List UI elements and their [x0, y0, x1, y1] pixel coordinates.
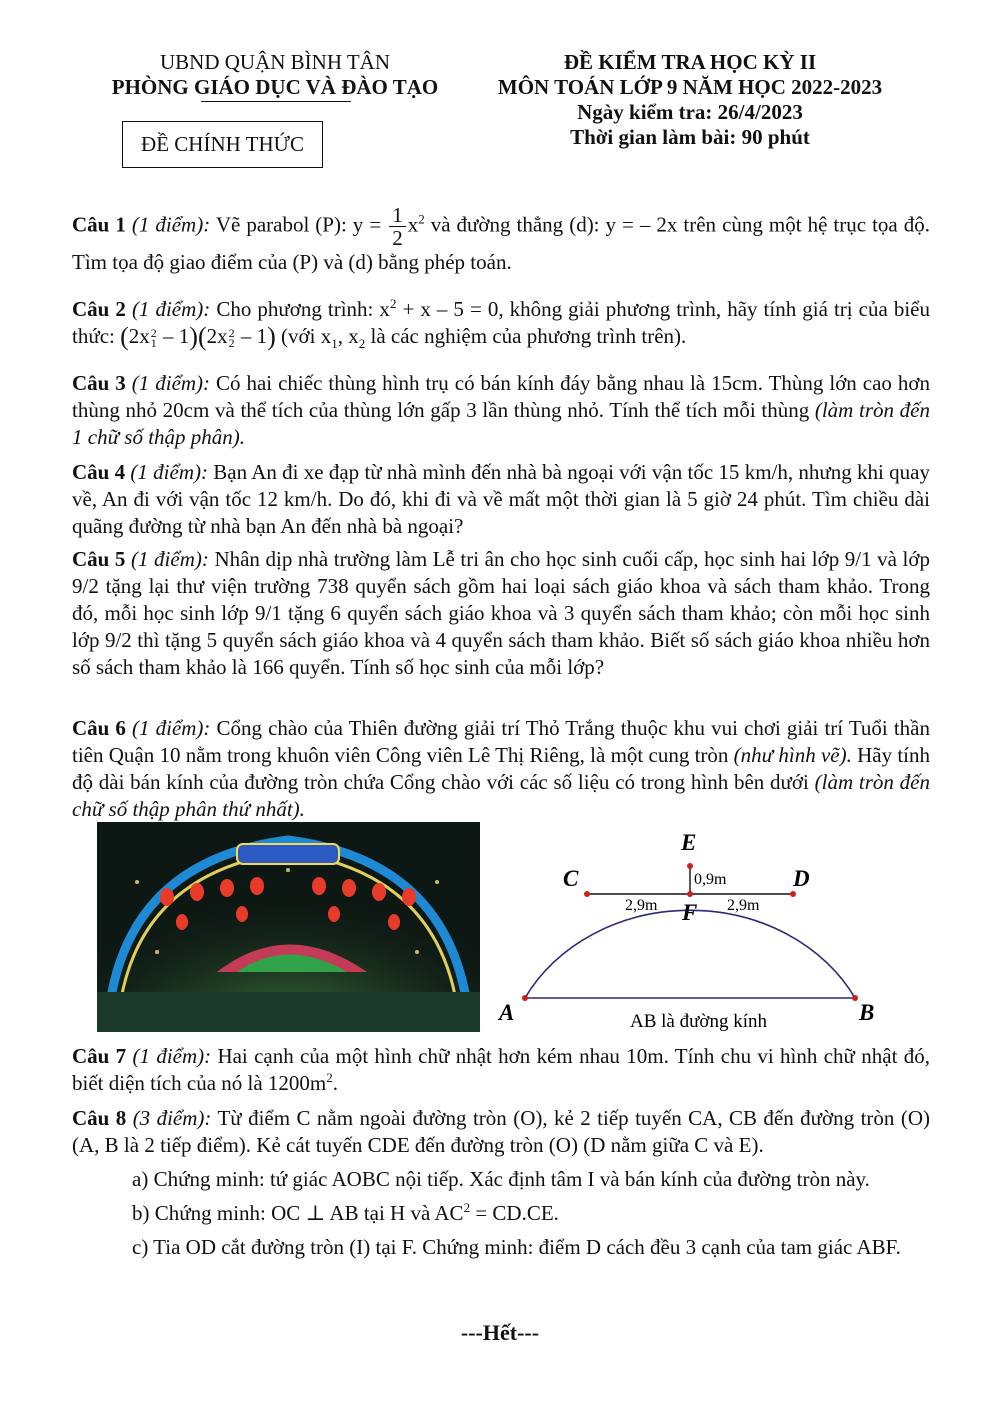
fraction-denominator: 2: [392, 226, 403, 250]
gate-photo: [97, 822, 480, 1032]
subscript: 1: [331, 336, 338, 352]
question-text: = CD.CE.: [470, 1201, 559, 1225]
exam-date: Ngày kiểm tra: 26/4/2023: [577, 100, 803, 124]
question-5: [72, 546, 930, 681]
point-c: [584, 891, 590, 897]
question-text: x: [407, 212, 419, 237]
fraction: [389, 204, 406, 249]
question-label: Câu 8: [72, 1106, 127, 1130]
label-f: F: [682, 900, 698, 925]
point-d: [790, 891, 796, 897]
question-text: Cho phương trình: x: [210, 297, 390, 321]
question-points: (1 điểm):: [130, 460, 208, 484]
gate-photo-illustration: [97, 822, 480, 1032]
point-a: [522, 995, 528, 1001]
question-text: , x: [337, 324, 359, 348]
label-d: D: [793, 866, 810, 891]
exam-title: ĐỀ KIỂM TRA HỌC KỲ II: [563, 50, 817, 74]
arc-diagram: [485, 822, 905, 1037]
question-8-part-b: [72, 1200, 930, 1227]
question-points: (1 điểm):: [131, 371, 211, 395]
end-marker: ---Hết---: [460, 1320, 540, 1345]
question-label: Câu 2: [72, 297, 126, 321]
exponent: 2: [389, 296, 397, 311]
question-text: và đường thẳng (d): y = – 2x trên cùng một hệ trục tọa độ. Tìm tọa độ giao điểm của (P) và (d) bằng phép toán.: [72, 212, 930, 274]
label-b: B: [859, 1000, 875, 1025]
question-label: Câu 3: [72, 371, 126, 395]
exponent: 2: [326, 1070, 333, 1085]
question-4: [72, 459, 930, 540]
header-right: [480, 50, 900, 150]
question-note: (làm tròn đến chữ số thập phân thứ nhất).: [72, 770, 930, 821]
question-text: Nhân dịp nhà trường làm Lễ tri ân cho học sinh cuối cấp, học sinh hai lớp 9/1 và lớp 9/2 tặng lại thư viện trường 738 quyển sách gồm hai loại sách giáo khoa và sách tham khảo. Trong đó, mỗi học sinh lớp 9/1 tặng 6 quyển sách giáo khoa và 3 quyển sách tham khảo; còn mỗi học sinh lớp 9/2 thì tặng 5 quyển sách giáo khoa và 4 quyển sách tham khảo. Biết số sách giáo khoa nhiều hơn số sách tham khảo là 166 quyển. Tính số học sinh của mỗi lớp?: [72, 547, 930, 679]
question-text: là các nghiệm của phương trình trên).: [365, 324, 687, 348]
label-cf-length: 2,9m: [625, 897, 658, 914]
exponent: 2: [418, 211, 425, 227]
question-text: (với x: [275, 324, 332, 348]
question-label: Câu 7: [72, 1044, 127, 1068]
question-points: (1 điểm):: [131, 212, 211, 237]
point-e: [687, 863, 693, 869]
fraction-numerator: 1: [389, 204, 406, 227]
question-note: (làm tròn đến 1 chữ số thập phân).: [72, 398, 930, 449]
official-exam-box: ĐỀ CHÍNH THỨC: [122, 121, 323, 168]
question-text: Vẽ parabol (P): y =: [210, 212, 388, 237]
exam-duration: Thời gian làm bài: 90 phút: [570, 125, 810, 149]
question-text: Từ điểm C nằm ngoài đường tròn (O), kẻ 2 tiếp tuyến CA, CB đến đường tròn (O) (A, B là 2 tiếp điểm). Kẻ cát tuyến CDE đến đường tròn (O) (D nằm giữa C và E).: [72, 1106, 930, 1157]
question-label: Câu 1: [72, 212, 126, 237]
question-note: (như hình vẽ).: [733, 743, 852, 767]
question-3: [72, 370, 930, 451]
label-a: A: [499, 1000, 515, 1025]
question-points: (3 điểm):: [132, 1106, 212, 1130]
header-left: [95, 50, 455, 100]
question-text: Cổng chào của Thiên đường giải trí Thỏ Trắng thuộc khu vui chơi giải trí Tuổi thần tiên Quận 10 nằm trong khuôn viên Công viên Lê Thị Riêng, là một cung tròn: [72, 716, 930, 767]
point-b: [852, 995, 858, 1001]
header-divider: [201, 101, 351, 102]
question-text: Hãy tính độ dài bán kính của đường tròn chứa Cổng chào với các số liệu có trong hình bên dưới: [72, 743, 931, 794]
question-8-intro: [72, 1105, 930, 1159]
question-label: Câu 5: [72, 547, 126, 571]
question-points: (1 điểm):: [131, 547, 209, 571]
label-fd-length: 2,9m: [727, 897, 760, 914]
question-8: [72, 1105, 930, 1261]
question-text: Hai cạnh của một hình chữ nhật hơn kém nhau 10m. Tính chu vi hình chữ nhật đó, biết diện tích của nó là 1200m: [72, 1044, 930, 1095]
question-1: [72, 204, 930, 276]
point-f: [687, 891, 693, 897]
question-6: [72, 715, 930, 823]
question-text: + x – 5 = 0, không giải phương trình, hãy tính giá trị của biểu thức:: [72, 297, 930, 348]
label-e: E: [681, 830, 697, 855]
question-points: (1 điểm):: [132, 1044, 212, 1068]
label-ef-length: 0,9m: [694, 871, 727, 888]
question-points: (1 điểm):: [132, 716, 211, 740]
question-points: (1 điểm):: [131, 297, 211, 321]
question-label: Câu 4: [72, 460, 126, 484]
question-text: Bạn An đi xe đạp từ nhà mình đến nhà bà ngoại với vận tốc 15 km/h, nhưng khi quay về, An đi với vận tốc 12 km/h. Do đó, khi đi và về mất một thời gian là 5 giờ 24 phút. Tìm chiều dài quãng đường từ nhà bạn An đến nhà bà ngoại?: [72, 460, 930, 538]
arc-diagram-svg: [485, 822, 905, 1037]
question-text: .: [332, 1071, 339, 1095]
question-7: [72, 1043, 930, 1097]
diagram-caption: AB là đường kính: [630, 1011, 767, 1032]
question-text: b) Chứng minh: OC ⊥ AB tại H và AC: [132, 1201, 464, 1225]
district-name: UBND QUẬN BÌNH TÂN: [159, 50, 391, 74]
expression: (2x 2 1 – 1)(2x 2 2 – 1): [120, 322, 276, 351]
subscript: 2: [358, 336, 366, 352]
subject-title: MÔN TOÁN LỚP 9 NĂM HỌC 2022-2023: [497, 75, 883, 99]
question-8-part-c: c) Tia OD cắt đường tròn (I) tại F. Chứng minh: điểm D cách đều 3 cạnh của tam giác ABF.: [132, 1235, 901, 1259]
department-name: PHÒNG GIÁO DỤC VÀ ĐÀO TẠO: [111, 75, 439, 99]
question-text: Có hai chiếc thùng hình trụ có bán kính đáy bằng nhau là 15cm. Thùng lớn cao hơn thùng nhỏ 20cm và thể tích của thùng lớn gấp 3 lần thùng nhỏ. Tính thể tích mỗi thùng: [72, 371, 930, 422]
question-label: Câu 6: [72, 716, 126, 740]
label-c: C: [563, 866, 579, 891]
question-2: [72, 296, 930, 350]
exponent: 2: [463, 1200, 471, 1215]
question-8-part-a: a) Chứng minh: tứ giác AOBC nội tiếp. Xác định tâm I và bán kính của đường tròn này.: [132, 1167, 870, 1191]
